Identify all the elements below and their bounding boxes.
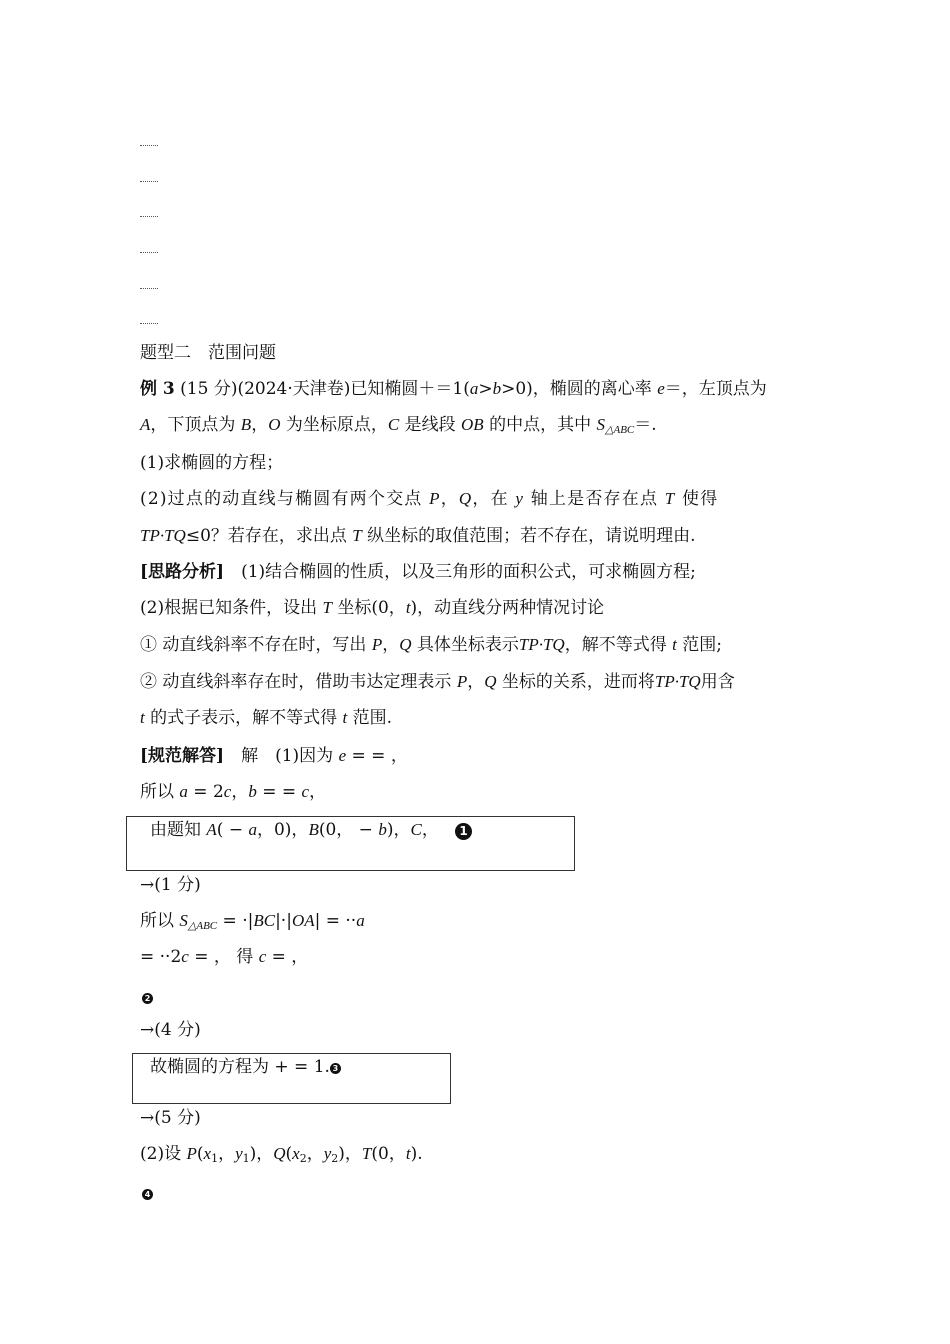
text: |·| — [275, 911, 292, 931]
dotted-line — [140, 216, 158, 218]
solution-line-1 — [140, 744, 408, 768]
step-marker-2 — [142, 987, 153, 1006]
var: P — [456, 672, 468, 691]
text: ≤0？若存在，求出点 — [185, 526, 353, 546]
text: )，动直线分两种情况讨论 — [410, 598, 605, 618]
var-e: e — [657, 379, 665, 398]
subscript: 2 — [299, 1152, 307, 1165]
dotted-line — [140, 181, 158, 183]
text: 轴上是否存在点 — [524, 489, 665, 509]
text: 所以 — [140, 782, 180, 802]
analysis-line-4 — [140, 670, 735, 694]
var: b — [248, 782, 257, 801]
var: x — [292, 1144, 300, 1163]
question-2-line-1 — [140, 487, 718, 511]
subscript: 2 — [331, 1152, 339, 1165]
text: ( − — [216, 820, 249, 840]
score-1: →(1 分) — [140, 875, 201, 895]
solution-line-2 — [140, 780, 326, 804]
var: a — [179, 782, 188, 801]
var: a — [248, 820, 257, 839]
text: ② 动直线斜率存在时，借助韦达定理表示 — [140, 672, 457, 692]
example-line-2 — [140, 413, 657, 442]
var: b — [378, 820, 387, 839]
text: ， — [467, 672, 485, 692]
marker-number: 2 — [142, 993, 153, 1004]
text: 的中点，其中 — [483, 415, 597, 435]
step-marker-3: 3 — [330, 1063, 341, 1074]
text: ＝，左顶点为 — [664, 379, 767, 399]
text: ，0)， — [256, 820, 309, 840]
text: )， — [249, 1144, 274, 1164]
text: (1)结合椭圆的性质，以及三角形的面积公式，可求椭圆方程; — [224, 562, 696, 582]
text: ， — [306, 1144, 324, 1164]
var: c — [301, 782, 310, 801]
example-label: 例 3 — [140, 379, 175, 399]
var: T — [664, 489, 676, 508]
analysis-line-5 — [140, 706, 392, 730]
text: 故椭圆的方程为 + = 1. — [150, 1057, 330, 1077]
var: B — [308, 820, 319, 839]
var: OA — [291, 911, 315, 930]
var: t — [405, 598, 411, 617]
subscript: 1 — [211, 1152, 219, 1165]
solution-label: [规范解答] — [140, 746, 225, 766]
var: e — [338, 746, 347, 765]
text: ， — [251, 415, 269, 435]
var: t — [342, 708, 348, 727]
text: = ， 得 — [188, 947, 259, 967]
step-marker-4 — [142, 1183, 153, 1202]
text: ① 动直线斜率不存在时，写出 — [140, 635, 372, 655]
var: C — [387, 415, 400, 434]
text: ， — [382, 635, 400, 655]
step-marker-1 — [455, 821, 472, 840]
solution-line-4 — [140, 945, 308, 969]
analysis-line-3 — [140, 633, 722, 657]
text: > — [478, 379, 493, 399]
section-heading: 题型二 范围问题 — [140, 343, 276, 363]
var: A — [140, 415, 151, 434]
box-2-text — [150, 1055, 341, 1079]
score-3: →(5 分) — [140, 1108, 201, 1128]
text: (2)根据已知条件，设出 — [140, 598, 323, 618]
text: 范围. — [347, 708, 393, 728]
var: BC — [253, 911, 276, 930]
var: A — [206, 820, 217, 839]
subscript: △ABC — [605, 424, 635, 436]
var: c — [258, 947, 267, 966]
var: TP·TQ — [140, 526, 186, 545]
text: (0， — [371, 1144, 406, 1164]
var: O — [268, 415, 281, 434]
var: T — [361, 1144, 372, 1163]
analysis-line-1 — [140, 560, 696, 584]
var: C — [410, 820, 422, 839]
text: ＝. — [634, 415, 657, 435]
text: ， — [440, 489, 459, 509]
var: t — [140, 708, 145, 727]
text: ( — [285, 1144, 293, 1164]
text: 解 (1)因为 — [224, 746, 339, 766]
text: ( — [196, 1144, 204, 1164]
text: ，在 — [472, 489, 516, 509]
var: Q — [273, 1144, 286, 1163]
text: 为坐标原点， — [280, 415, 388, 435]
text: ， — [231, 782, 249, 802]
text: ，下顶点为 — [150, 415, 241, 435]
var: B — [240, 415, 252, 434]
var: TP·TQ — [654, 672, 701, 691]
var: S — [596, 415, 606, 434]
text: = ··2 — [140, 947, 182, 967]
marker-number: 1 — [455, 823, 472, 840]
text: 所以 — [140, 911, 180, 931]
var: T — [352, 526, 362, 545]
var: S — [179, 911, 188, 930]
subscript: △ABC — [187, 920, 218, 932]
var: P — [429, 489, 441, 508]
var: t — [672, 635, 677, 654]
dotted-line — [140, 323, 158, 325]
var: TP·TQ — [518, 635, 565, 654]
text: 纵坐标的取值范围；若不存在，请说明理由. — [361, 526, 696, 546]
text: 的式子表示，解不等式得 — [144, 708, 343, 728]
text: 用含 — [700, 672, 735, 692]
text: 由题知 — [150, 820, 207, 840]
var: P — [186, 1144, 197, 1163]
analysis-label: [思路分析] — [140, 562, 225, 582]
text: | = ·· — [314, 911, 357, 931]
text: 具体坐标表示 — [411, 635, 519, 655]
text: = = — [256, 782, 302, 802]
text: )， — [386, 820, 411, 840]
text: ， — [309, 782, 327, 802]
var: y — [235, 1144, 243, 1163]
text: )， — [338, 1144, 362, 1164]
var: t — [405, 1144, 411, 1163]
var: c — [223, 782, 232, 801]
var: a — [356, 911, 365, 930]
box-1-text — [150, 818, 439, 842]
var: Q — [484, 672, 497, 691]
example-source: (15 分)(2024·天津卷)已知椭圆＋＝1( — [180, 379, 470, 399]
var: y — [515, 489, 525, 508]
var: y — [323, 1144, 332, 1163]
marker-number: 4 — [142, 1189, 153, 1200]
text: ， — [421, 820, 439, 840]
score-2: →(4 分) — [140, 1020, 201, 1040]
var: c — [181, 947, 189, 966]
solution-line-5 — [140, 1142, 423, 1171]
subscript: 1 — [242, 1152, 250, 1165]
var: T — [322, 598, 332, 617]
text: 坐标(0， — [331, 598, 406, 618]
text: ). — [410, 1144, 423, 1164]
text: = ·| — [217, 911, 254, 931]
dotted-line — [140, 145, 158, 147]
example-line-1 — [140, 377, 767, 401]
text: = ， — [266, 947, 309, 967]
text: (2)设 — [140, 1144, 187, 1164]
var: P — [371, 635, 383, 654]
var: OB — [461, 415, 484, 434]
var: Q — [399, 635, 412, 654]
text: 坐标的关系，进而将 — [496, 672, 655, 692]
var: Q — [458, 489, 473, 508]
text: (0， − — [318, 820, 379, 840]
dotted-line — [140, 252, 158, 254]
text: 是线段 — [399, 415, 462, 435]
text: (2)过点的动直线与椭圆有两个交点 — [140, 489, 430, 509]
text: ， — [218, 1144, 236, 1164]
dotted-line — [140, 288, 158, 290]
text: >0)，椭圆的离心率 — [501, 379, 658, 399]
text: = = ， — [346, 746, 408, 766]
text: = 2 — [187, 782, 224, 802]
solution-line-3 — [140, 909, 365, 938]
text: 范围; — [676, 635, 722, 655]
var: x — [203, 1144, 212, 1163]
text: 使得 — [675, 489, 719, 509]
text: ，解不等式得 — [564, 635, 673, 655]
question-1: (1)求椭圆的方程； — [140, 453, 284, 473]
question-2-line-2 — [140, 524, 696, 548]
var-b: b — [492, 379, 502, 398]
var-a: a — [469, 379, 479, 398]
analysis-line-2 — [140, 596, 604, 620]
